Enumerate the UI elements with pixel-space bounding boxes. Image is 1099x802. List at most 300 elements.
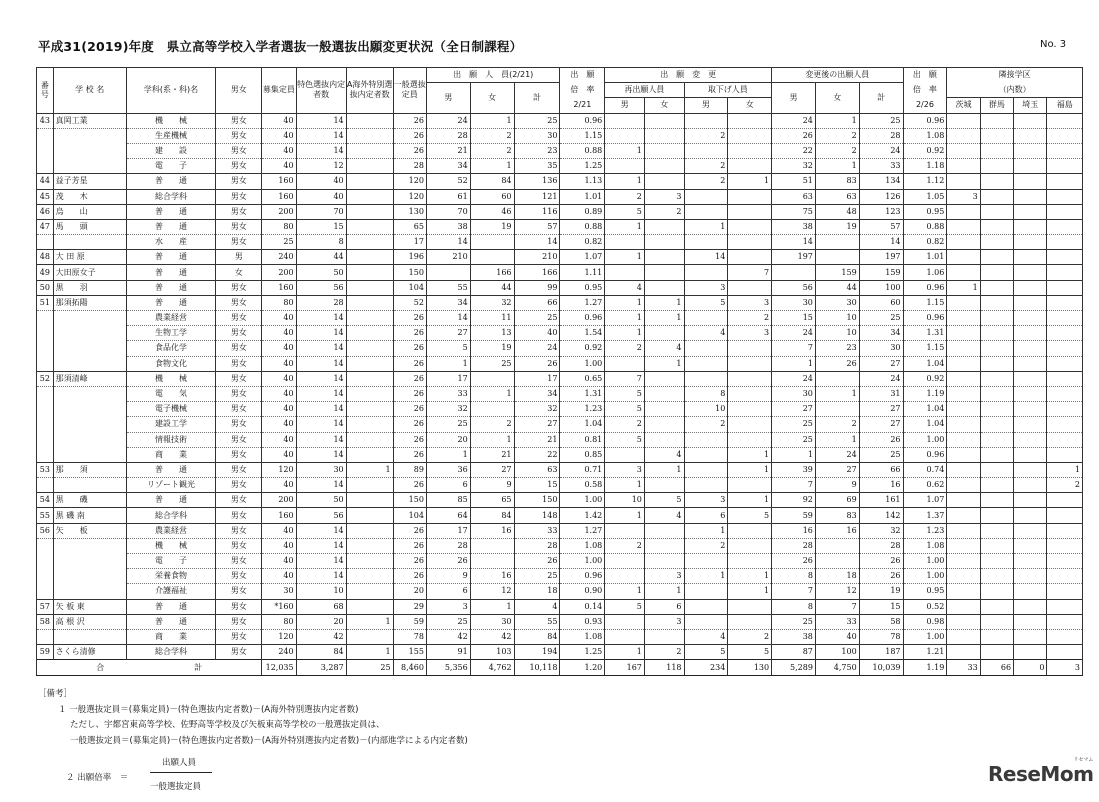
row-app-male: 210: [426, 250, 470, 265]
row-reapply-female: 3: [644, 189, 684, 204]
row-reapply-male: 2: [605, 538, 645, 553]
row-saitama: [1014, 143, 1047, 158]
total-label-a: 合: [96, 662, 105, 672]
row-after-female: 7: [815, 599, 859, 614]
row-app-total: 35: [514, 159, 560, 174]
row-gender: 男女: [216, 569, 262, 584]
row-withdraw-female: [728, 417, 772, 432]
row-ratio-1: 0.71: [560, 462, 605, 477]
row-general: 26: [393, 478, 426, 493]
row-overseas: [346, 402, 393, 417]
row-withdraw-female: 5: [728, 508, 772, 523]
row-department: 普 通: [126, 265, 216, 280]
row-gunma: [980, 174, 1013, 189]
table-row: [37, 113, 1083, 128]
row-after-total: 66: [859, 462, 903, 477]
row-general: 196: [393, 250, 426, 265]
row-withdraw-female: [728, 614, 772, 629]
row-overseas: [346, 204, 393, 219]
logo-text: ReseMom: [988, 762, 1094, 786]
row-capacity: 160: [262, 280, 296, 295]
row-special: 15: [296, 219, 346, 234]
row-saitama: [1014, 417, 1047, 432]
row-after-total: 25: [859, 113, 903, 128]
row-number: [37, 432, 54, 447]
row-after-female: 9: [815, 478, 859, 493]
row-withdraw-male: 1: [684, 523, 728, 538]
row-gunma: [980, 235, 1013, 250]
row-after-female: [815, 235, 859, 250]
logo-subtext: リセマム: [1073, 757, 1094, 763]
row-number: 44: [37, 174, 54, 189]
row-app-total: 30: [514, 128, 560, 143]
row-ratio-1: 1.08: [560, 538, 605, 553]
row-app-male: 91: [426, 645, 470, 660]
row-after-female: 2: [815, 143, 859, 158]
row-after-female: 40: [815, 629, 859, 644]
row-app-female: [470, 402, 514, 417]
row-withdraw-female: [728, 478, 772, 493]
row-gender: 男女: [216, 371, 262, 386]
row-department: 普 通: [126, 493, 216, 508]
row-number: 56: [37, 523, 54, 538]
row-number: 48: [37, 250, 54, 265]
row-app-total: 28: [514, 538, 560, 553]
table-row: [37, 295, 1083, 310]
row-ibaraki: [947, 235, 980, 250]
row-withdraw-female: [728, 402, 772, 417]
row-gunma: [980, 311, 1013, 326]
row-ratio-2: 1.37: [903, 508, 947, 523]
row-capacity: 120: [262, 629, 296, 644]
row-gunma: [980, 629, 1013, 644]
total-ratio-2: 1.19: [903, 660, 947, 676]
row-app-male: 20: [426, 432, 470, 447]
row-app-total: 26: [514, 356, 560, 371]
total-row: [37, 660, 1083, 676]
row-after-male: 22: [772, 143, 816, 158]
row-app-total: 99: [514, 280, 560, 295]
row-ratio-1: 1.54: [560, 326, 605, 341]
row-reapply-male: 2: [605, 417, 645, 432]
row-after-male: 26: [772, 554, 816, 569]
row-gender: 男女: [216, 478, 262, 493]
row-reapply-male: 5: [605, 204, 645, 219]
row-overseas: [346, 235, 393, 250]
row-ibaraki: [947, 204, 980, 219]
row-app-total: 26: [514, 554, 560, 569]
row-ibaraki: [947, 128, 980, 143]
notes-line-3: 一般選抜定員＝(募集定員)－(特色選抜内定者数)－(A海外特別選抜内定者数)－(内部進学による内定者数): [70, 735, 468, 746]
row-withdraw-female: [728, 356, 772, 371]
row-ratio-1: 1.08: [560, 629, 605, 644]
row-gender: 男女: [216, 356, 262, 371]
row-special: 14: [296, 478, 346, 493]
row-after-total: 126: [859, 189, 903, 204]
header-neighbor-sub: （内数）: [947, 83, 1083, 98]
row-gender: 男: [216, 250, 262, 265]
row-withdraw-male: 10: [684, 402, 728, 417]
row-ibaraki: [947, 265, 980, 280]
row-general: 26: [393, 128, 426, 143]
row-after-male: 25: [772, 417, 816, 432]
row-gender: 男女: [216, 538, 262, 553]
row-department: 情報技術: [126, 432, 216, 447]
row-school: [53, 447, 126, 462]
total-overseas: 25: [346, 660, 393, 676]
header-after-male: 男: [772, 83, 816, 113]
row-general: 120: [393, 189, 426, 204]
row-saitama: [1014, 265, 1047, 280]
row-fukushima: [1047, 128, 1083, 143]
total-capacity: 12,035: [262, 660, 296, 676]
row-reapply-male: [605, 159, 645, 174]
row-saitama: [1014, 614, 1047, 629]
row-department: 総合学科: [126, 645, 216, 660]
row-special: 40: [296, 189, 346, 204]
row-gunma: [980, 432, 1013, 447]
row-ratio-2: 1.00: [903, 629, 947, 644]
row-after-male: 32: [772, 159, 816, 174]
row-app-total: 21: [514, 432, 560, 447]
row-fukushima: [1047, 645, 1083, 660]
row-app-female: 19: [470, 219, 514, 234]
table-row: [37, 159, 1083, 174]
row-fukushima: [1047, 508, 1083, 523]
row-gunma: [980, 371, 1013, 386]
row-ratio-2: 0.96: [903, 280, 947, 295]
row-number: [37, 356, 54, 371]
row-app-total: 4: [514, 599, 560, 614]
row-ratio-2: 0.52: [903, 599, 947, 614]
row-app-female: 16: [470, 523, 514, 538]
row-overseas: [346, 341, 393, 356]
row-capacity: 40: [262, 569, 296, 584]
row-after-total: 27: [859, 417, 903, 432]
row-reapply-female: [644, 235, 684, 250]
row-app-female: 25: [470, 356, 514, 371]
row-fukushima: [1047, 569, 1083, 584]
row-withdraw-male: 2: [684, 538, 728, 553]
row-ratio-2: 0.82: [903, 235, 947, 250]
total-app-female: 4,762: [470, 660, 514, 676]
row-ratio-1: 0.95: [560, 280, 605, 295]
row-ibaraki: [947, 554, 980, 569]
row-special: 68: [296, 599, 346, 614]
row-ibaraki: 3: [947, 189, 980, 204]
row-after-male: 87: [772, 645, 816, 660]
row-withdraw-male: 2: [684, 128, 728, 143]
row-gender: 男女: [216, 554, 262, 569]
row-reapply-male: 1: [605, 508, 645, 523]
row-app-female: 44: [470, 280, 514, 295]
row-withdraw-male: 3: [684, 493, 728, 508]
row-ibaraki: [947, 174, 980, 189]
row-overseas: [346, 265, 393, 280]
row-overseas: [346, 629, 393, 644]
row-gunma: [980, 447, 1013, 462]
row-capacity: 40: [262, 432, 296, 447]
row-gunma: [980, 645, 1013, 660]
row-general: 26: [393, 447, 426, 462]
row-reapply-male: 4: [605, 280, 645, 295]
row-general: 59: [393, 614, 426, 629]
row-after-male: 59: [772, 508, 816, 523]
row-gunma: [980, 295, 1013, 310]
row-ibaraki: [947, 219, 980, 234]
row-department: 普 通: [126, 280, 216, 295]
row-after-male: 24: [772, 113, 816, 128]
row-ratio-1: 0.88: [560, 143, 605, 158]
row-department: 食物文化: [126, 356, 216, 371]
row-after-female: 83: [815, 174, 859, 189]
row-capacity: 25: [262, 235, 296, 250]
row-gender: 男女: [216, 508, 262, 523]
row-department: 栄養食物: [126, 569, 216, 584]
row-withdraw-female: 1: [728, 493, 772, 508]
row-gunma: [980, 113, 1013, 128]
row-withdraw-female: [728, 554, 772, 569]
row-department: 電 子: [126, 159, 216, 174]
row-withdraw-male: 1: [684, 569, 728, 584]
row-number: 43: [37, 113, 54, 128]
row-app-male: 33: [426, 386, 470, 401]
row-department: 電子機械: [126, 402, 216, 417]
table-row: [37, 356, 1083, 371]
row-gender: 女: [216, 265, 262, 280]
row-gender: 男女: [216, 235, 262, 250]
header-ratio-1-sub: 倍 率: [560, 83, 605, 98]
row-department: 普 通: [126, 462, 216, 477]
row-reapply-male: [605, 447, 645, 462]
row-app-total: 194: [514, 645, 560, 660]
row-after-female: [815, 402, 859, 417]
resemom-logo: [988, 757, 1094, 786]
row-app-male: 34: [426, 295, 470, 310]
row-app-total: 40: [514, 326, 560, 341]
row-app-male: 9: [426, 569, 470, 584]
row-ratio-1: 1.00: [560, 356, 605, 371]
row-overseas: [346, 599, 393, 614]
row-after-female: 10: [815, 311, 859, 326]
row-reapply-female: 5: [644, 493, 684, 508]
row-after-male: 30: [772, 295, 816, 310]
row-app-female: 21: [470, 447, 514, 462]
header-ratio-2-sub: 倍 率: [903, 83, 947, 98]
row-saitama: [1014, 447, 1047, 462]
row-ibaraki: [947, 523, 980, 538]
row-app-male: 27: [426, 326, 470, 341]
row-special: 50: [296, 493, 346, 508]
row-capacity: 80: [262, 219, 296, 234]
row-withdraw-male: [684, 204, 728, 219]
row-saitama: [1014, 219, 1047, 234]
row-special: 14: [296, 386, 346, 401]
row-general: 104: [393, 280, 426, 295]
application-change-table: [36, 67, 1083, 676]
row-gender: 男女: [216, 614, 262, 629]
row-saitama: [1014, 478, 1047, 493]
total-label: [37, 660, 262, 676]
row-ratio-1: 1.00: [560, 493, 605, 508]
row-fukushima: [1047, 159, 1083, 174]
row-after-total: 187: [859, 645, 903, 660]
row-overseas: [346, 326, 393, 341]
row-number: [37, 402, 54, 417]
row-app-total: 24: [514, 341, 560, 356]
row-withdraw-female: 1: [728, 569, 772, 584]
table-row: [37, 538, 1083, 553]
row-school: [53, 554, 126, 569]
row-overseas: 1: [346, 614, 393, 629]
row-fukushima: [1047, 295, 1083, 310]
row-general: 28: [393, 159, 426, 174]
row-reapply-male: 2: [605, 189, 645, 204]
row-overseas: [346, 280, 393, 295]
header-number: 番号: [37, 68, 54, 114]
row-department: 生産機械: [126, 128, 216, 143]
row-number: [37, 159, 54, 174]
row-reapply-female: [644, 432, 684, 447]
row-app-male: 28: [426, 538, 470, 553]
row-after-male: 8: [772, 569, 816, 584]
row-reapply-male: 7: [605, 371, 645, 386]
table-row: [37, 599, 1083, 614]
row-after-total: 30: [859, 341, 903, 356]
row-department: 建 設: [126, 143, 216, 158]
row-ratio-1: 1.42: [560, 508, 605, 523]
row-overseas: [346, 371, 393, 386]
row-reapply-male: 1: [605, 250, 645, 265]
table-row: [37, 219, 1083, 234]
row-school: [53, 386, 126, 401]
row-app-female: 103: [470, 645, 514, 660]
row-after-total: 28: [859, 128, 903, 143]
row-app-female: [470, 538, 514, 553]
row-app-female: 19: [470, 341, 514, 356]
row-ibaraki: [947, 311, 980, 326]
row-fukushima: [1047, 493, 1083, 508]
row-department: 機 械: [126, 113, 216, 128]
row-number: 55: [37, 508, 54, 523]
row-after-female: 1: [815, 432, 859, 447]
row-app-male: 3: [426, 599, 470, 614]
row-reapply-female: [644, 417, 684, 432]
row-gender: 男女: [216, 417, 262, 432]
row-app-male: 21: [426, 143, 470, 158]
row-app-female: [470, 554, 514, 569]
row-withdraw-male: 4: [684, 326, 728, 341]
row-reapply-female: 4: [644, 447, 684, 462]
row-gunma: [980, 386, 1013, 401]
row-reapply-female: [644, 629, 684, 644]
row-fukushima: [1047, 356, 1083, 371]
table-row: [37, 311, 1083, 326]
row-saitama: [1014, 311, 1047, 326]
row-department: 生物工学: [126, 326, 216, 341]
row-app-female: 16: [470, 569, 514, 584]
row-app-female: [470, 371, 514, 386]
row-ratio-2: 0.96: [903, 311, 947, 326]
row-general: 155: [393, 645, 426, 660]
row-number: 46: [37, 204, 54, 219]
row-app-male: 17: [426, 523, 470, 538]
row-fukushima: 2: [1047, 478, 1083, 493]
row-ibaraki: [947, 629, 980, 644]
row-withdraw-male: 2: [684, 417, 728, 432]
row-reapply-female: 3: [644, 614, 684, 629]
row-gunma: [980, 508, 1013, 523]
row-gender: 男女: [216, 462, 262, 477]
row-app-female: 1: [470, 159, 514, 174]
row-ratio-2: 0.74: [903, 462, 947, 477]
row-app-total: 25: [514, 311, 560, 326]
row-after-female: 48: [815, 204, 859, 219]
row-withdraw-female: 3: [728, 295, 772, 310]
row-after-female: 26: [815, 356, 859, 371]
header-school: 学 校 名: [53, 68, 126, 114]
header-capacity: 募集定員: [262, 68, 296, 114]
row-app-male: 55: [426, 280, 470, 295]
row-app-male: 6: [426, 584, 470, 599]
row-gunma: [980, 417, 1013, 432]
table-row: [37, 386, 1083, 401]
row-withdraw-female: [728, 143, 772, 158]
header-ratio-2-date: 2/26: [903, 98, 947, 113]
row-withdraw-male: 14: [684, 250, 728, 265]
total-reapply-male: 167: [605, 660, 645, 676]
row-ratio-1: 1.25: [560, 159, 605, 174]
row-withdraw-male: 2: [684, 174, 728, 189]
header-reapply: 再出願人員: [605, 83, 684, 98]
row-ibaraki: [947, 462, 980, 477]
row-ratio-1: 1.23: [560, 402, 605, 417]
row-withdraw-female: [728, 280, 772, 295]
row-app-male: 42: [426, 629, 470, 644]
row-ibaraki: [947, 493, 980, 508]
row-saitama: [1014, 204, 1047, 219]
table-row: [37, 569, 1083, 584]
row-after-total: 14: [859, 235, 903, 250]
total-label-b: 計: [194, 662, 203, 672]
header-ratio-1-date: 2/21: [560, 98, 605, 113]
row-fukushima: [1047, 432, 1083, 447]
row-capacity: 160: [262, 174, 296, 189]
header-reapply-female: 女: [644, 98, 684, 113]
row-withdraw-female: [728, 386, 772, 401]
row-saitama: [1014, 645, 1047, 660]
header-special-selection: 特色選抜内定者数: [296, 68, 346, 114]
row-fukushima: [1047, 614, 1083, 629]
row-ratio-2: 1.05: [903, 189, 947, 204]
row-capacity: 40: [262, 402, 296, 417]
row-withdraw-male: 8: [684, 386, 728, 401]
row-saitama: [1014, 523, 1047, 538]
row-fukushima: [1047, 326, 1083, 341]
row-reapply-female: [644, 478, 684, 493]
row-ratio-2: 1.08: [903, 128, 947, 143]
row-fukushima: [1047, 386, 1083, 401]
row-after-female: 2: [815, 128, 859, 143]
notes-line-2: ただし、宇都宮東高等学校、佐野高等学校及び矢板東高等学校の一般選抜定員は、: [70, 720, 385, 730]
row-app-female: 60: [470, 189, 514, 204]
row-app-female: 1: [470, 599, 514, 614]
row-withdraw-male: [684, 311, 728, 326]
table-row: [37, 629, 1083, 644]
row-ratio-1: 0.96: [560, 113, 605, 128]
row-overseas: [346, 493, 393, 508]
row-reapply-female: [644, 402, 684, 417]
